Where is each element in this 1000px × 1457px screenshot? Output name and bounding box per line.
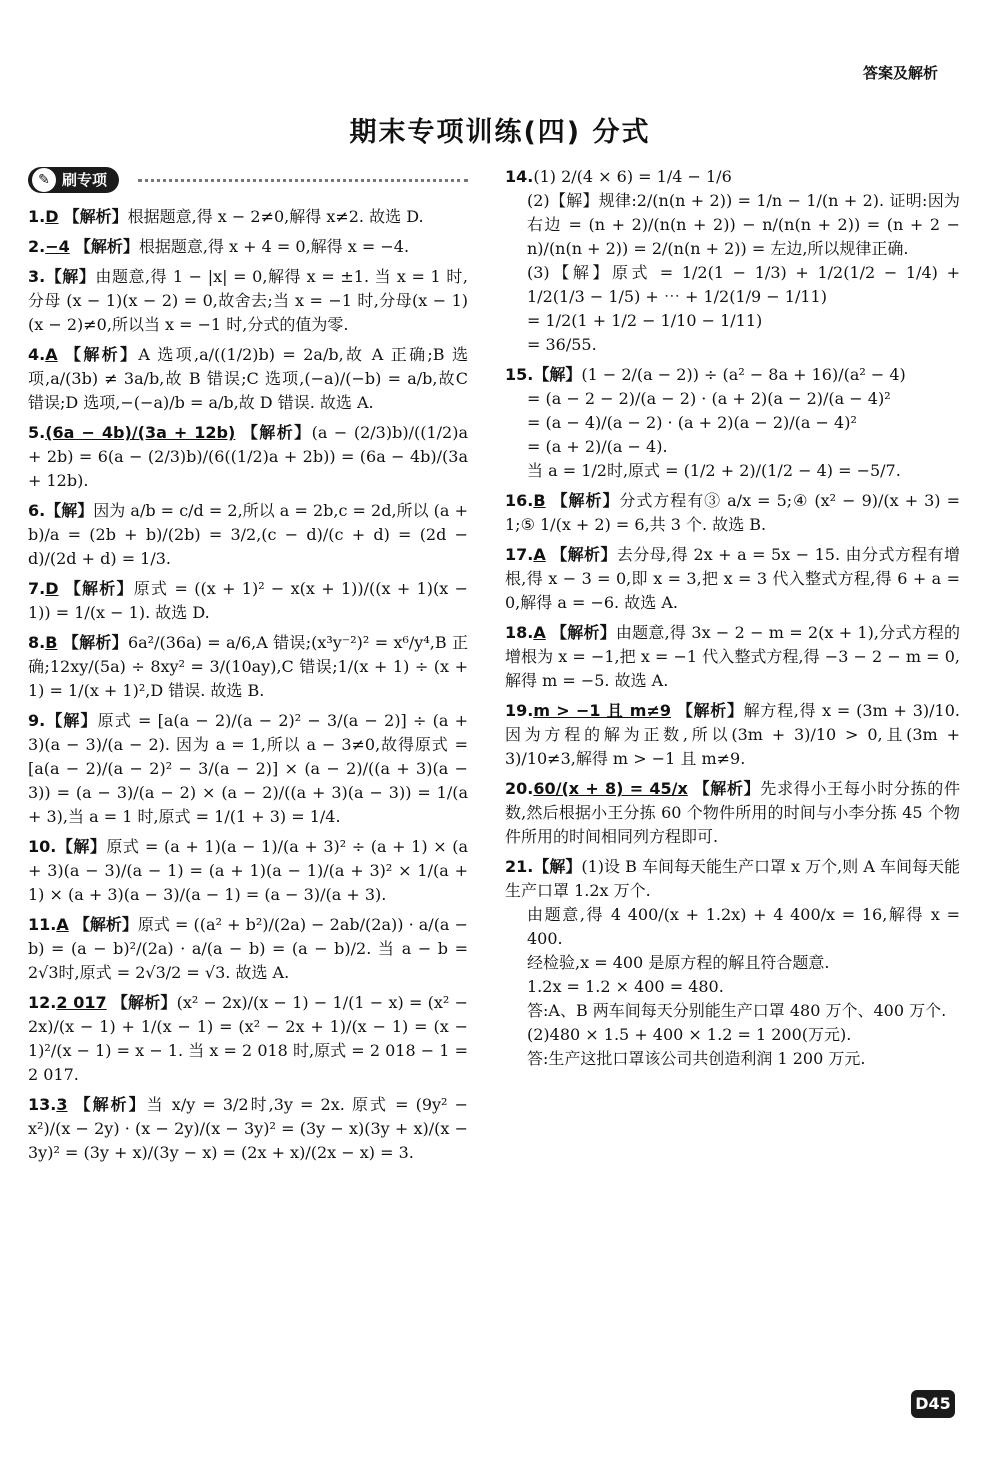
- solution-text: A 选项,a/((1/2)b) = 2a/b,故 A 正确;B 选项,a/(3b) ≠ 3a/b,故 B 错误;C 选项,(−a)/(−b) = a/b,故C 错误;D 选项,−(−a)/b = a/b,故 D 错误. 故选 A.: [28, 345, 468, 412]
- solution-tag: 【解】: [533, 857, 582, 876]
- answer-value: A: [533, 623, 546, 642]
- solution-tag: 【解析】: [551, 545, 617, 564]
- page-title: 期末专项训练(四) 分式: [349, 117, 651, 148]
- answer-item: [28, 991, 468, 1087]
- solution-tag: 【解析】: [676, 701, 744, 720]
- answer-item: [28, 265, 468, 337]
- question-number: 8.: [28, 633, 46, 652]
- question-number: 19.: [505, 701, 534, 720]
- answer-value: 60/(x + 8) = 45/x: [533, 779, 688, 798]
- solution-tag: 【解析】: [693, 779, 761, 798]
- solution-text: = (a − 4)/(a − 2) · (a + 2)(a − 2)/(a − 4)²: [527, 413, 857, 432]
- answer-item: [28, 235, 468, 259]
- answer-list-right: [505, 165, 960, 1071]
- answer-item: [505, 489, 960, 537]
- solution-text: 根据题意,得 x − 2≠0,解得 x≠2. 故选 D.: [127, 207, 424, 226]
- question-number: 6.: [28, 501, 46, 520]
- solution-text: 原式 = ((a² + b²)/(2a) − 2ab/(2a)) · a/(a − b) = (a − b)²/(2a) · a/(a − b) = (a − b)/2. 当 a − b = 2√3时,原式 = 2√3/2 = √3. 故选 A.: [28, 915, 468, 982]
- answer-item: [28, 499, 468, 571]
- solution-text: (a − (2/3)b)/((1/2)a + 2b) = 6(a − (2/3)b)/(6((1/2)a + 2b)) = (6a − 4b)/(3a + 12b).: [28, 423, 468, 490]
- answer-item: [28, 1093, 468, 1165]
- solution-text: 6a²/(36a) = a/6,A 错误;(x³y⁻²)² = x⁶/y⁴,B 正确;12xy/(5a) ÷ 8xy² = 3/(10ay),C 错误;1/(x + 1) ÷ (x + 1) = 1/(x + 1)²,D 错误. 故选 B.: [28, 633, 468, 700]
- question-number: 5.: [28, 423, 46, 442]
- solution-tag: 【解析】: [63, 207, 128, 226]
- question-number: 15.: [505, 365, 534, 384]
- question-number: 16.: [505, 491, 534, 510]
- solution-text: (x² − 2x)/(x − 1) − 1/(1 − x) = (x² − 2x)/(x − 1) + 1/(x − 1) = (x² − 2x + 1)/(x − 1) = (x − 1)²/(x − 1) = x − 1. 当 x = 2 018 时,原式 = 2 018 − 1 = 2 017.: [28, 993, 468, 1084]
- solution-text: (1) 2/(4 × 6) = 1/4 − 1/6: [533, 167, 732, 186]
- solution-tag: 【解】: [45, 501, 94, 520]
- solution-tag: 【解析】: [74, 237, 139, 256]
- solution-text: 由题意,得 1 − |x| = 0,解得 x = ±1. 当 x = 1 时,分母 (x − 1)(x − 2) = 0,故舍去;当 x = −1 时,分母(x − 1)(x − 2)≠0,所以当 x = −1 时,分式的值为零.: [28, 267, 468, 334]
- solution-tag: 【解析】: [74, 1095, 147, 1114]
- answer-item: [505, 543, 960, 615]
- question-number: 2.: [28, 237, 46, 256]
- solution-text: 经检验,x = 400 是原方程的解且符合题意.: [527, 953, 830, 972]
- solution-text: 因为 a/b = c/d = 2,所以 a = 2b,c = 2d,所以 (a + b)/a = (2b + b)/(2b) = 3/2,(c − d)/(c + d) = (2d − d)/(2d + d) = 1/3.: [28, 501, 468, 568]
- answer-item: [505, 621, 960, 693]
- answer-item: [28, 631, 468, 703]
- section-label: 答案及解析: [862, 64, 938, 82]
- solution-tag: 【解】: [45, 711, 98, 730]
- question-number: 3.: [28, 267, 46, 286]
- solution-text: = (a + 2)/(a − 4).: [527, 437, 668, 456]
- solution-text: 原式 = ((x + 1)² − x(x + 1))/((x + 1)(x − 1)) = 1/(x − 1). 故选 D.: [28, 579, 468, 622]
- section-header: [28, 165, 468, 201]
- answer-value: 2 017: [56, 993, 107, 1012]
- solution-tag: 【解析】: [551, 623, 616, 642]
- question-number: 12.: [28, 993, 57, 1012]
- solution-text: 根据题意,得 x + 4 = 0,解得 x = −4.: [138, 237, 410, 256]
- solution-text: (2)480 × 1.5 + 400 × 1.2 = 1 200(万元).: [527, 1025, 852, 1044]
- answer-value: A: [45, 345, 58, 364]
- solution-text: 由题意,得 4 400/(x + 1.2x) + 4 400/x = 16,解得 x = 400.: [527, 905, 960, 948]
- solution-text: (2)【解】规律:2/(n(n + 2)) = 1/n − 1/(n + 2). 证明:因为右边 = (n + 2)/(n(n + 2)) − n/(n(n + 2)) = (n + 2 − n)/(n(n + 2)) = 2/(n(n + 2)) = 左边,所以规律正确.: [527, 191, 960, 258]
- solution-text: 1.2x = 1.2 × 400 = 480.: [527, 977, 724, 996]
- answer-value: D: [45, 207, 59, 226]
- solution-text: 去分母,得 2x + a = 5x − 15. 由分式方程有增根,得 x − 3 = 0,即 x = 3,把 x = 3 代入整式方程,得 6 + a = 0,解得 a = −6. 故选 A.: [505, 545, 960, 612]
- question-number: 9.: [28, 711, 46, 730]
- question-number: 1.: [28, 207, 46, 226]
- solution-tag: 【解析】: [62, 633, 128, 652]
- solution-text: 原式 = (a + 1)(a − 1)/(a + 3)² ÷ (a + 1) × (a + 3)(a − 3)/(a − 1) = (a + 1)(a − 1)/(a + 3)² × 1/(a + 1) × (a + 3)(a − 3)/(a − 1) = (a − 3)/(a + 3).: [28, 837, 468, 904]
- solution-tag: 【解析】: [551, 491, 620, 510]
- solution-tag: 【解】: [56, 837, 107, 856]
- solution-text: = 1/2(1 + 1/2 − 1/10 − 1/11): [527, 311, 763, 330]
- answer-item: [505, 855, 960, 1071]
- page-number: D45: [911, 1390, 955, 1418]
- answer-value: 3: [56, 1095, 68, 1114]
- solution-tag: 【解析】: [64, 579, 134, 598]
- question-number: 20.: [505, 779, 534, 798]
- pencil-icon: ✎: [32, 168, 56, 192]
- question-number: 11.: [28, 915, 57, 934]
- question-number: 7.: [28, 579, 46, 598]
- solution-tag: 【解析】: [241, 423, 312, 442]
- solution-tag: 【解】: [45, 267, 96, 286]
- solution-text: 当 x/y = 3/2时,3y = 2x. 原式 = (9y² − x²)/(x − 2y) · (x − 2y)/(x − 3y)² = (3y − x)(3y + x)/(x − 3y)² = (3y + x)/(3y − x) = (2x + x)/(2x − x) = 3.: [28, 1095, 468, 1162]
- solution-tag: 【解析】: [111, 993, 177, 1012]
- badge-label: 刷专项: [62, 171, 108, 189]
- answer-value: B: [45, 633, 58, 652]
- question-number: 4.: [28, 345, 46, 364]
- answer-list-left: [28, 205, 468, 1165]
- solution-text: 原式 = [a(a − 2)/(a − 2)² − 3/(a − 2)] ÷ (a + 3)(a − 3)/(a − 2). 因为 a = 1,所以 a − 3≠0,故得原式 = [a(a − 2)/(a − 2)² − 3/(a − 2)] × (a − 2)/((a + 3)(a − 3)) = (a − 3)/(a − 2) × (a − 2)/((a + 3)(a − 3)) = 1/(a + 3),当 a = 1 时,原式 = 1/(1 + 3) = 1/4.: [28, 711, 468, 826]
- answer-value: B: [533, 491, 546, 510]
- answer-item: [28, 421, 468, 493]
- answer-item: [505, 165, 960, 357]
- answer-item: [28, 709, 468, 829]
- section-badge: [28, 167, 119, 193]
- dotted-divider: [138, 179, 468, 182]
- answer-value: A: [56, 915, 69, 934]
- answer-item: [28, 205, 468, 229]
- question-number: 14.: [505, 167, 534, 186]
- answer-value: A: [533, 545, 546, 564]
- question-number: 21.: [505, 857, 534, 876]
- solution-text: 当 a = 1/2时,原式 = (1/2 + 2)/(1/2 − 4) = −5/7.: [527, 461, 901, 480]
- answer-value: D: [45, 579, 59, 598]
- answer-item: [505, 363, 960, 483]
- question-number: 13.: [28, 1095, 57, 1114]
- solution-text: 分式方程有③ a/x = 5;④ (x² − 9)/(x + 3) = 1;⑤ 1/(x + 2) = 6,共 3 个. 故选 B.: [505, 491, 960, 534]
- solution-text: (1 − 2/(a − 2)) ÷ (a² − 8a + 16)/(a² − 4): [581, 365, 906, 384]
- left-column: [28, 165, 468, 1171]
- solution-text: 答:生产这批口罩该公司共创造利润 1 200 万元.: [527, 1049, 866, 1068]
- solution-text: 答:A、B 两车间每天分别能生产口罩 480 万个、400 万个.: [527, 1001, 947, 1020]
- answer-value: m > −1 且 m≠9: [533, 701, 672, 720]
- solution-text: 先求得小王每小时分拣的件数,然后根据小王分拣 60 个物件所用的时间与小李分拣 45 个物件所用的时间相同列方程即可.: [505, 779, 960, 846]
- answer-value: −4: [45, 237, 70, 256]
- solution-text: (3)【解】原式 = 1/2(1 − 1/3) + 1/2(1/2 − 1/4) + 1/2(1/3 − 1/5) + ⋯ + 1/2(1/9 − 1/11): [527, 263, 960, 306]
- solution-tag: 【解析】: [73, 915, 138, 934]
- solution-text: 由题意,得 3x − 2 − m = 2(x + 1),分式方程的增根为 x = −1,把 x = −1 代入整式方程,得 −3 − 2 − m = 0,解得 m = −5. 故选 A.: [505, 623, 960, 690]
- solution-text: 解方程,得 x = (3m + 3)/10. 因为方程的解为正数,所以(3m + 3)/10 > 0,且(3m + 3)/10≠3,解得 m > −1 且 m≠9.: [505, 701, 960, 768]
- question-number: 10.: [28, 837, 57, 856]
- right-column: [505, 165, 960, 1077]
- answer-item: [28, 577, 468, 625]
- solution-tag: 【解析】: [65, 345, 139, 364]
- solution-text: (1)设 B 车间每天能生产口罩 x 万个,则 A 车间每天能生产口罩 1.2x 万个.: [505, 857, 960, 900]
- question-number: 18.: [505, 623, 534, 642]
- solution-tag: 【解】: [533, 365, 582, 384]
- answer-item: [505, 699, 960, 771]
- answer-value: (6a − 4b)/(3a + 12b): [45, 423, 236, 442]
- answer-item: [28, 343, 468, 415]
- answer-item: [28, 835, 468, 907]
- answer-item: [28, 913, 468, 985]
- solution-text: = 36/55.: [527, 335, 597, 354]
- answer-item: [505, 777, 960, 849]
- question-number: 17.: [505, 545, 534, 564]
- solution-text: = (a − 2 − 2)/(a − 2) · (a + 2)(a − 2)/(a − 4)²: [527, 389, 891, 408]
